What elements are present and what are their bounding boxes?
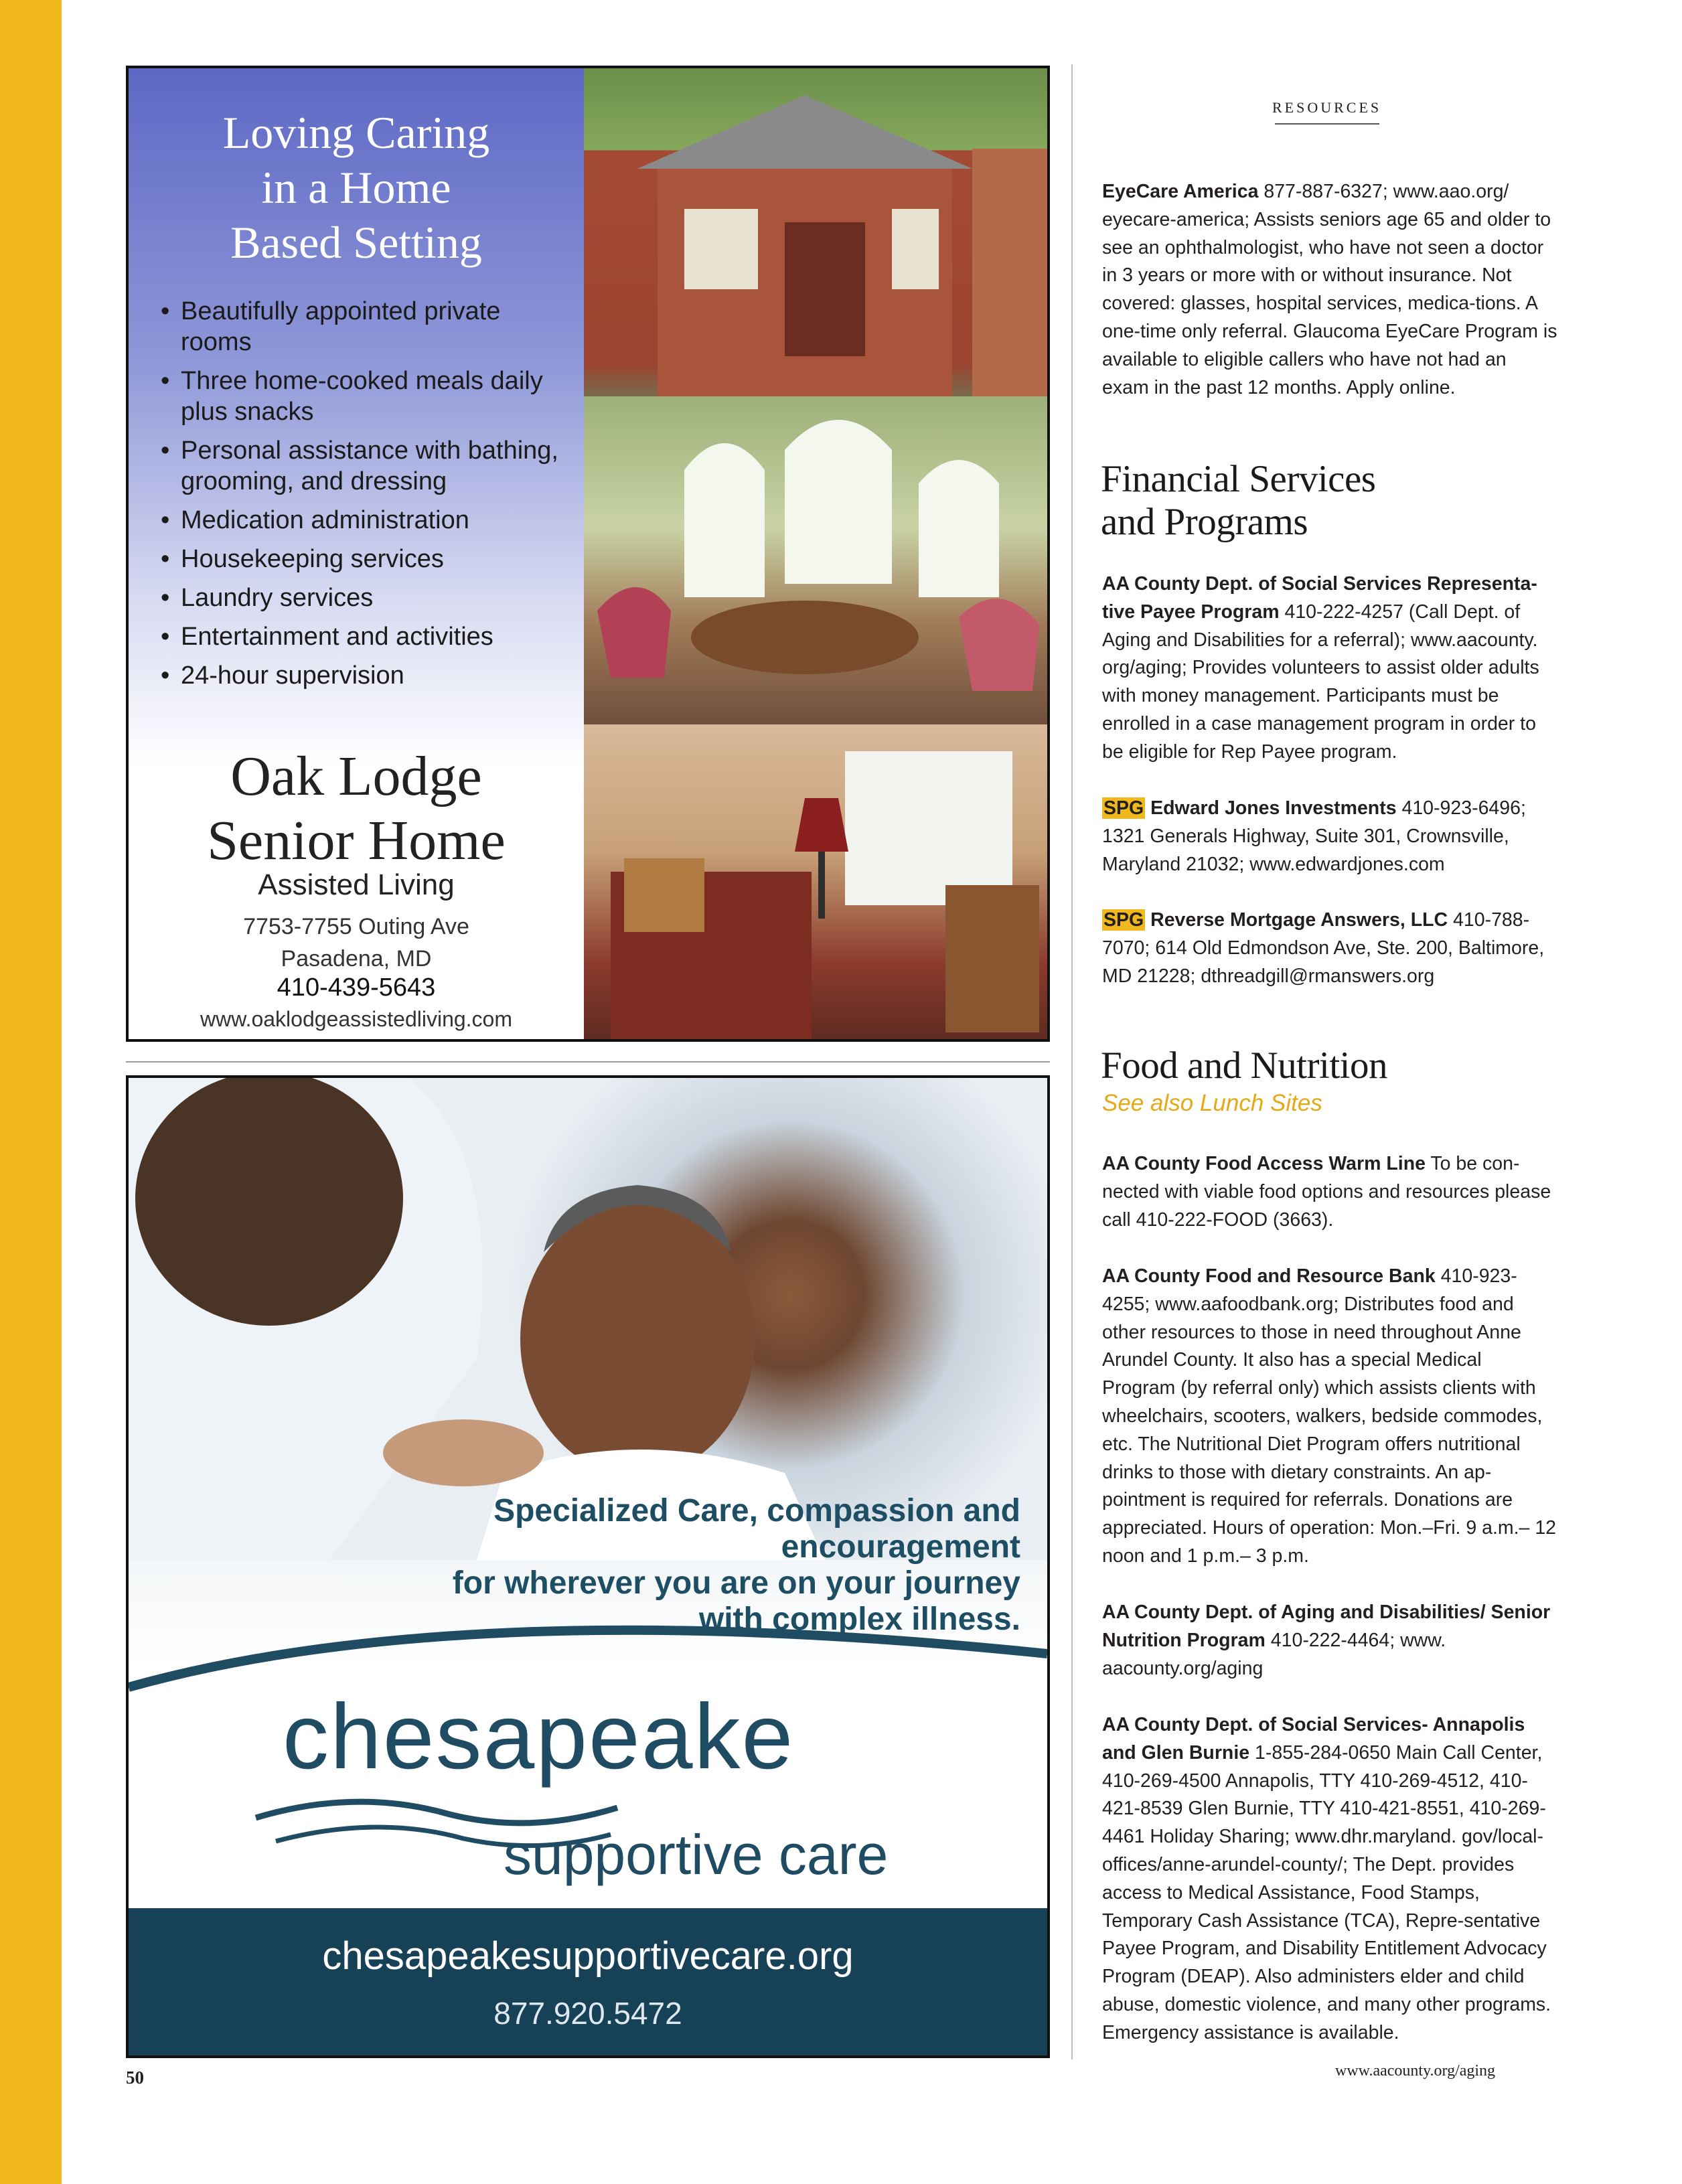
- spg-badge: SPG: [1103, 797, 1144, 819]
- entry-name: Edward Jones Investments: [1150, 797, 1397, 819]
- business-address: 7753-7755 Outing Ave Pasadena, MD: [243, 914, 469, 971]
- page-number: 50: [126, 2068, 144, 2088]
- entry-name: AA County Dept. of Aging and Disabilities/ Senior Nutrition Program: [1102, 1602, 1551, 1651]
- house-exterior-photo: [584, 68, 1050, 396]
- entry-text: To be con-nected with viable food options and resources please call 410-222-FOOD (3663).: [1102, 1153, 1551, 1231]
- entry-text: 1-855-284-0650 Main Call Center, 410-269-4500 Annapolis, TTY 410-269-4512, 410-421-8539 Glen Burnie, TTY 410-421-8551, 410-269-4461 Holiday Sharing; www.dhr.maryland. gov/local-offices/anne-arundel-county/; The Dept. provides access to Medical Assistance, Food Stamps, Temporary Cash Assistance (TCA), Repre-sentative Payee Program, and Disability Entitlement Advocacy Program (DEAP). Also administers elder and child abuse, domestic violence, and many other programs. Emergency assistance is available.: [1102, 1741, 1551, 2043]
- doctor-patient-illustration: [129, 1078, 1047, 1560]
- ad-headline: Loving Caring in a Home Based Setting: [222, 107, 490, 268]
- feature-item: • Housekeeping services: [161, 544, 576, 574]
- house-illustration: [584, 68, 1050, 396]
- food-entry-social-services: [1102, 1711, 1557, 2047]
- wave-divider: [129, 1614, 1047, 1694]
- entry-name: AA County Food Access Warm Line: [1102, 1153, 1426, 1174]
- bedroom-illustration: [584, 724, 1050, 1042]
- see-also-link[interactable]: See also Lunch Sites: [1102, 1090, 1322, 1116]
- entry-name: AA County Dept. of Social Services- Annapolis and Glen Burnie: [1102, 1714, 1525, 1764]
- feature-item: • Entertainment and activities: [161, 621, 576, 652]
- logo-subtitle: supportive care: [504, 1823, 889, 1886]
- feature-item: • Three home-cooked meals daily plus snacks: [161, 366, 576, 427]
- entry-text: 877-887-6327; www.aao.org/ eyecare-america; Assists seniors age 65 and older to see an ophthalmologist, who have not seen a doctor in 3 years or more with or without insurance. Not covered: glasses, hospital services, medica-tions. A one-time only referral. Glaucoma EyeCare Program is available to eligible callers who have not had an exam in the past 12 months. Apply online.: [1102, 181, 1557, 398]
- ad-divider: [126, 1061, 1050, 1063]
- food-heading: Food and Nutrition: [1101, 1044, 1387, 1087]
- doctor-patient-photo: [129, 1078, 1047, 1560]
- entry-text: 410-222-4464; www. aacounty.org/aging: [1102, 1629, 1446, 1679]
- entry-text: 410-923-6496; 1321 Generals Highway, Suite 301, Crownsville, Maryland 21032; www.edwardjones.com: [1102, 797, 1526, 875]
- financial-entry-reverse-mortgage: [1102, 907, 1557, 990]
- column-divider: [1071, 64, 1073, 2059]
- dining-room-photo: [584, 396, 1050, 724]
- financial-entry-rep-payee: [1102, 570, 1557, 767]
- footer-url[interactable]: www.aacounty.org/aging: [1335, 2062, 1496, 2080]
- ad-feature-list: [161, 296, 576, 699]
- contact-band: [129, 1908, 1047, 2058]
- entry-name: EyeCare America: [1102, 181, 1259, 202]
- entry-name: AA County Dept. of Social Services Representa-tive Payee Program: [1102, 573, 1537, 623]
- financial-entry-edward-jones: [1102, 795, 1557, 878]
- chesapeake-ad: [126, 1075, 1050, 2058]
- feature-item: • Personal assistance with bathing, grooming, and dressing: [161, 435, 576, 497]
- business-name: Oak Lodge Senior Home: [207, 745, 506, 872]
- bedroom-photo: [584, 724, 1050, 1042]
- business-website[interactable]: www.oaklodgeassistedliving.com: [200, 1007, 512, 1031]
- feature-item: • Laundry services: [161, 582, 576, 613]
- spg-badge: SPG: [1103, 909, 1144, 931]
- feature-item: • 24-hour supervision: [161, 660, 576, 691]
- ad-phone: 877.920.5472: [493, 1996, 682, 2031]
- financial-heading: Financial Services and Programs: [1101, 458, 1376, 543]
- eyecare-entry: [1102, 178, 1557, 402]
- food-entry-resource-bank: [1102, 1263, 1557, 1571]
- entry-text: 410-788-7070; 614 Old Edmondson Ave, Ste. 200, Baltimore, MD 21228; dthreadgill@rmanswers.org: [1102, 909, 1545, 987]
- entry-text: 410-222-4257 (Call Dept. of Aging and Disabilities for a referral); www.aacounty. org/aging; Provides volunteers to assist older adults with money management. Participants must be enrolled in a case management program in order to be eligible for Rep Payee program.: [1102, 601, 1539, 763]
- dining-room-illustration: [584, 396, 1050, 724]
- section-label: RESOURCES: [1272, 99, 1382, 116]
- ad-tagline: Specialized Care, compassion and encouragement for wherever you are on your journey with complex illness.: [452, 1493, 1020, 1637]
- entry-name: AA County Food and Resource Bank: [1102, 1265, 1436, 1287]
- business-phone: 410-439-5643: [277, 973, 436, 1002]
- food-entry-warm-line: [1102, 1150, 1557, 1234]
- ad-website[interactable]: chesapeakesupportivecare.org: [322, 1934, 854, 1978]
- ad-text-panel: [129, 68, 584, 1039]
- section-label-rule: [1275, 123, 1379, 125]
- gold-margin-bar: [0, 0, 62, 2184]
- feature-item: • Medication administration: [161, 505, 576, 536]
- logo-wordmark: chesapeake: [283, 1685, 795, 1788]
- entry-name: Reverse Mortgage Answers, LLC: [1150, 909, 1448, 931]
- food-entry-senior-nutrition: [1102, 1599, 1557, 1683]
- entry-text: 410-923-4255; www.aafoodbank.org; Distributes food and other resources to those in need throughout Anne Arundel County. It also has a special Medical Program (by referral only) which assists clients with wheelchairs, scooters, walkers, bedside commodes, etc. The Nutritional Diet Program offers nutritional drinks to those with dietary constraints. An ap-pointment is required for referrals. Donations are appreciated. Hours of operation: Mon.–Fri. 9 a.m.– 12 noon and 1 p.m.– 3 p.m.: [1102, 1265, 1557, 1567]
- oak-lodge-ad: [126, 66, 1050, 1042]
- feature-item: • Beautifully appointed private rooms: [161, 296, 576, 358]
- business-subtitle: Assisted Living: [258, 868, 455, 901]
